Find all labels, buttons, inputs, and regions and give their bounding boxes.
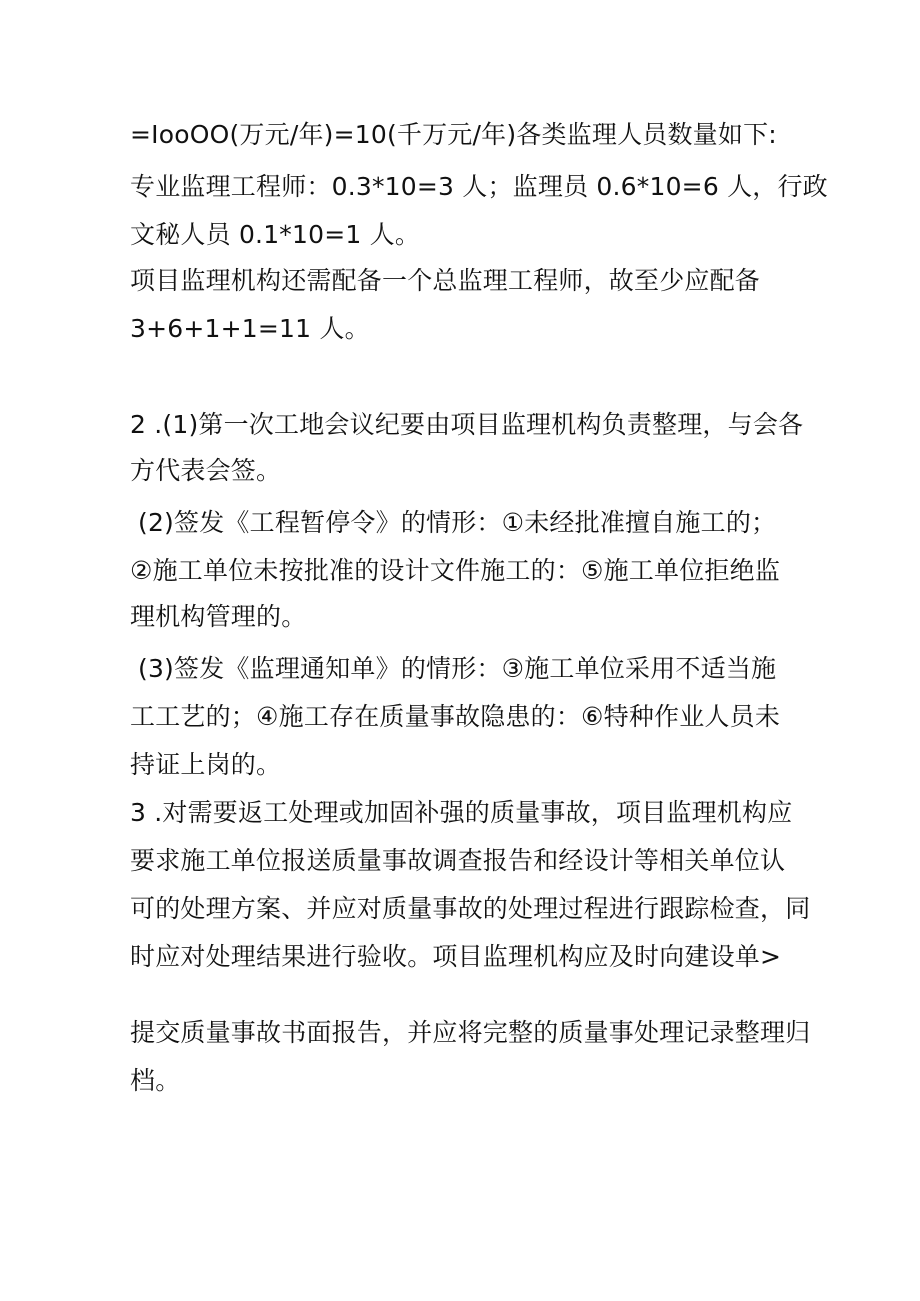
text-line: 持证上岗的。 <box>130 750 282 779</box>
text-line: 理机构管理的。 <box>130 602 307 631</box>
text-line: 3 .对需要返工处理或加固补强的质量事故，项目监理机构应 <box>130 798 793 827</box>
text-line: 档。 <box>130 1066 181 1095</box>
text-line: 工工艺的；④施工存在质量事故隐患的：⑥特种作业人员未 <box>130 702 781 731</box>
text-line: (2)签发《工程暂停令》的情形：①未经批准擅自施工的； <box>138 508 777 537</box>
text-line: 项目监理机构还需配备一个总监理工程师，故至少应配备 <box>130 266 761 295</box>
text-line: 时应对处理结果进行验收。项目监理机构应及时向建设单> <box>130 942 782 971</box>
text-line: =IooOO(万元/年)=10(千万元/年)各类监理人员数量如下: <box>130 120 777 149</box>
text-line: (3)签发《监理通知单》的情形：③施工单位采用不适当施 <box>138 654 777 683</box>
text-line: 专业监理工程师：0.3*10=3 人；监理员 0.6*10=6 人，行政 <box>130 172 828 201</box>
text-line: 2 .(1)第一次工地会议纪要由项目监理机构负责整理，与会各 <box>130 410 804 439</box>
text-line: ②施工单位未按批准的设计文件施工的：⑤施工单位拒绝监 <box>130 556 781 585</box>
text-line: 文秘人员 0.1*10=1 人。 <box>130 220 421 249</box>
text-line: 方代表会签。 <box>130 456 282 485</box>
text-line: 3+6+1+1=11 人。 <box>130 314 370 343</box>
text-line: 要求施工单位报送质量事故调查报告和经设计等相关单位认 <box>130 846 786 875</box>
text-line: 可的处理方案、并应对质量事故的处理过程进行跟踪检查，同 <box>130 894 811 923</box>
text-line: 提交质量事故书面报告，并应将完整的质量事处理记录整理归 <box>130 1018 811 1047</box>
